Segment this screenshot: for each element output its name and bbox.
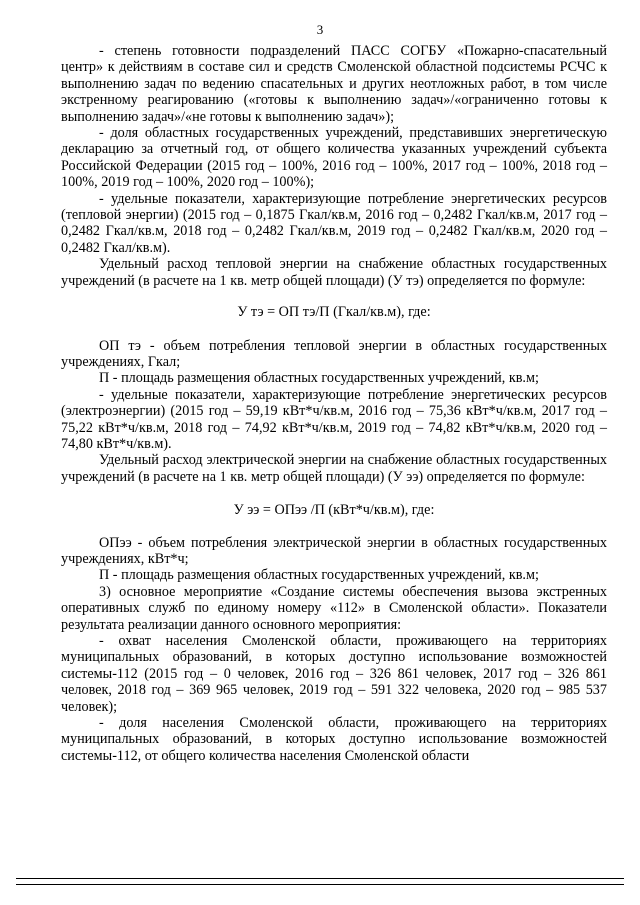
paragraph-population-share: - доля населения Смоленской области, проживающего на территориях муниципальных образований, в которых доступно использование возможностей системы-112, от общего количества населения Смоленской области [61,715,607,764]
paragraph-energy-declaration: - доля областных государственных учреждений, представивших энергетическую декларацию за отчетный год, от общего количества указанных учреждений субъекта Российской Федерации (2015 год – 100%, 2016 год – 100%, 2017 год – 100%, 2018 год – 100%, 2019 год – 100%, 2020 год – 100%); [61,125,607,191]
paragraph-electricity-indicators: - удельные показатели, характеризующие потребление энергетических ресурсов (электроэнергии) (2015 год – 59,19 кВт*ч/кв.м, 2016 год – 75,36 кВт*ч/кв.м, 2017 год – 75,22 кВт*ч/кв.м, 2018 год – 74,92 кВт*ч/кв.м, 2019 год – 74,82 кВт*ч/кв.м, 2020 год – 74,80 кВт*ч/кв.м). [61,386,607,452]
paragraph-area-definition-2: П - площадь размещения областных государственных учреждений, кв.м; [99,567,539,584]
paragraph-heat-indicators: - удельные показатели, характеризующие потребление энергетических ресурсов (тепловой энергии) (2015 год – 0,1875 Гкал/кв.м, 2016 год – 0,2482 Гкал/кв.м, 2017 год – 0,2482 Гкал/кв.м, 2018 год – 0,2482 Гкал/кв.м, 2019 год – 0,2482 Гкал/кв.м, 2020 год – 0,2482 Гкал/кв.м). [61,190,607,256]
footer-rule-bottom [16,884,624,885]
document-body [61,43,607,764]
formula-heat: У тэ = ОП тэ/П (Гкал/кв.м), где: [237,304,431,321]
paragraph-heat-consumption: Удельный расход тепловой энергии на снабжение областных государственных учреждений (в расчете на 1 кв. метр общей площади) (У тэ) определяется по формуле: [61,256,607,289]
formula-electricity: У ээ = ОПээ /П (кВт*ч/кв.м), где: [233,502,435,519]
paragraph-main-activity-112: 3) основное мероприятие «Создание системы обеспечения вызова экстренных оперативных служб по единому номеру «112» в Смоленской области». Показатели результата реализации данного основного мероприятия: [61,583,607,633]
paragraph-op-te-definition: ОП тэ - объем потребления тепловой энергии в областных государственных учреждениях, Гкал; [61,337,607,370]
paragraph-op-ee-definition: ОПээ - объем потребления электрической энергии в областных государственных учреждениях, кВт*ч; [61,534,607,567]
page-number: 3 [316,22,324,37]
paragraph-readiness: - степень готовности подразделений ПАСС СОГБУ «Пожарно-спасательный центр» к действиям в составе сил и средств Смоленской областной подсистемы РСЧС к выполнению задач по ведению спасательных и других неотложных работ, в том числе экстренному реагированию («готовы к выполнению задач»/«ограниченно готовы к выполнению задач»/«не готовы к выполнению задач»); [61,43,607,125]
paragraph-area-definition-1: П - площадь размещения областных государственных учреждений, кв.м; [99,370,539,387]
footer-rule-top [16,878,624,879]
paragraph-electricity-consumption: Удельный расход электрической энергии на снабжение областных государственных учреждений (в расчете на 1 кв. метр общей площади) (У ээ) определяется по формуле: [61,452,607,485]
paragraph-population-coverage: - охват населения Смоленской области, проживающего на территориях муниципальных образований, в которых доступно использование возможностей системы-112 (2015 год – 0 человек, 2016 год – 326 861 человек, 2017 год – 326 861 человек, 2018 год – 369 965 человек, 2019 год – 591 322 человека, 2020 год – 985 537 человек); [61,633,607,715]
